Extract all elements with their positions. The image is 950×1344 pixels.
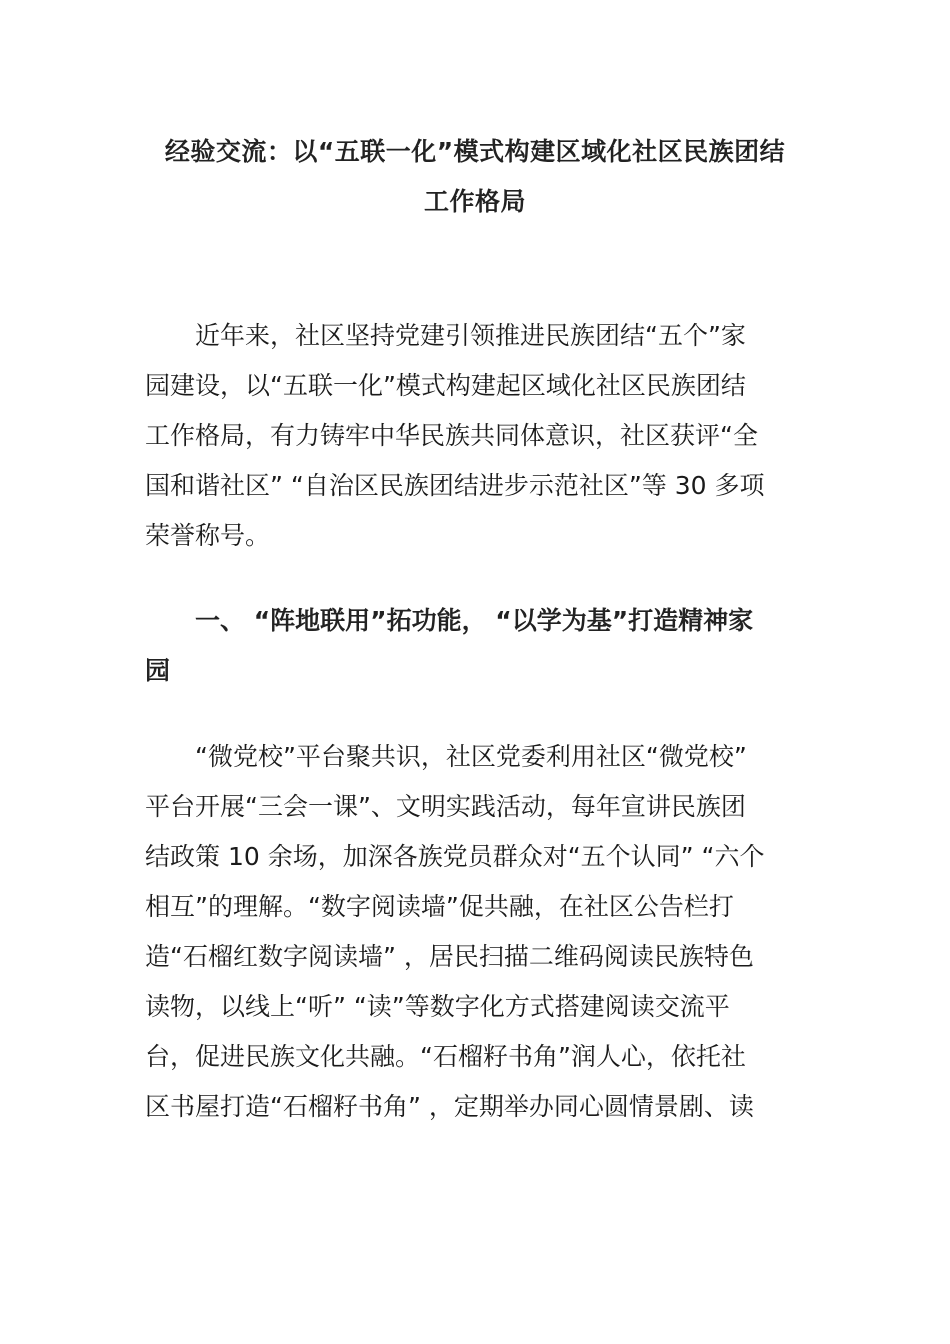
section-heading-1 — [145, 596, 805, 696]
paragraph-line: 台，促进民族文化共融。“石榴籽书角”润人心，依托社 — [145, 1042, 746, 1071]
paragraph-line: 国和谐社区” “自治区民族团结进步示范社区”等 30 多项 — [145, 471, 765, 500]
paragraph-line: 园建设，以“五联一化”模式构建起区域化社区民族团结 — [145, 371, 746, 400]
paragraph-line: 平台开展“三会一课”、文明实践活动，每年宣讲民族团 — [145, 792, 746, 821]
heading-line: 园 — [145, 656, 171, 685]
paragraph-section-1 — [145, 732, 805, 1132]
paragraph-line: 工作格局，有力铸牢中华民族共同体意识，社区获评“全 — [145, 421, 758, 450]
paragraph-line: 荣誉称号。 — [145, 521, 271, 550]
paragraph-line: 相互”的理解。“数字阅读墙”促共融，在社区公告栏打 — [145, 892, 734, 921]
document-title — [140, 128, 810, 228]
paragraph-line: 读物，以线上“听” “读”等数字化方式搭建阅读交流平 — [145, 992, 730, 1021]
paragraph-line: 近年来，社区坚持党建引领推进民族团结“五个”家 — [195, 321, 746, 350]
title-line: 经验交流：以“五联一化”模式构建区域化社区民族团结 — [164, 137, 786, 166]
heading-line: 一、 “阵地联用”拓功能， “以学为基”打造精神家 — [195, 606, 754, 635]
paragraph-line: 造“石榴红数字阅读墙” ，居民扫描二维码阅读民族特色 — [145, 942, 754, 971]
paragraph-line: “微党校”平台聚共识，社区党委利用社区“微党校” — [195, 742, 747, 771]
title-line: 工作格局 — [423, 187, 526, 216]
paragraph-intro — [145, 311, 805, 561]
paragraph-line: 区书屋打造“石榴籽书角” ，定期举办同心圆情景剧、读 — [145, 1092, 754, 1121]
paragraph-line: 结政策 10 余场，加深各族党员群众对“五个认同” “六个 — [145, 842, 765, 871]
